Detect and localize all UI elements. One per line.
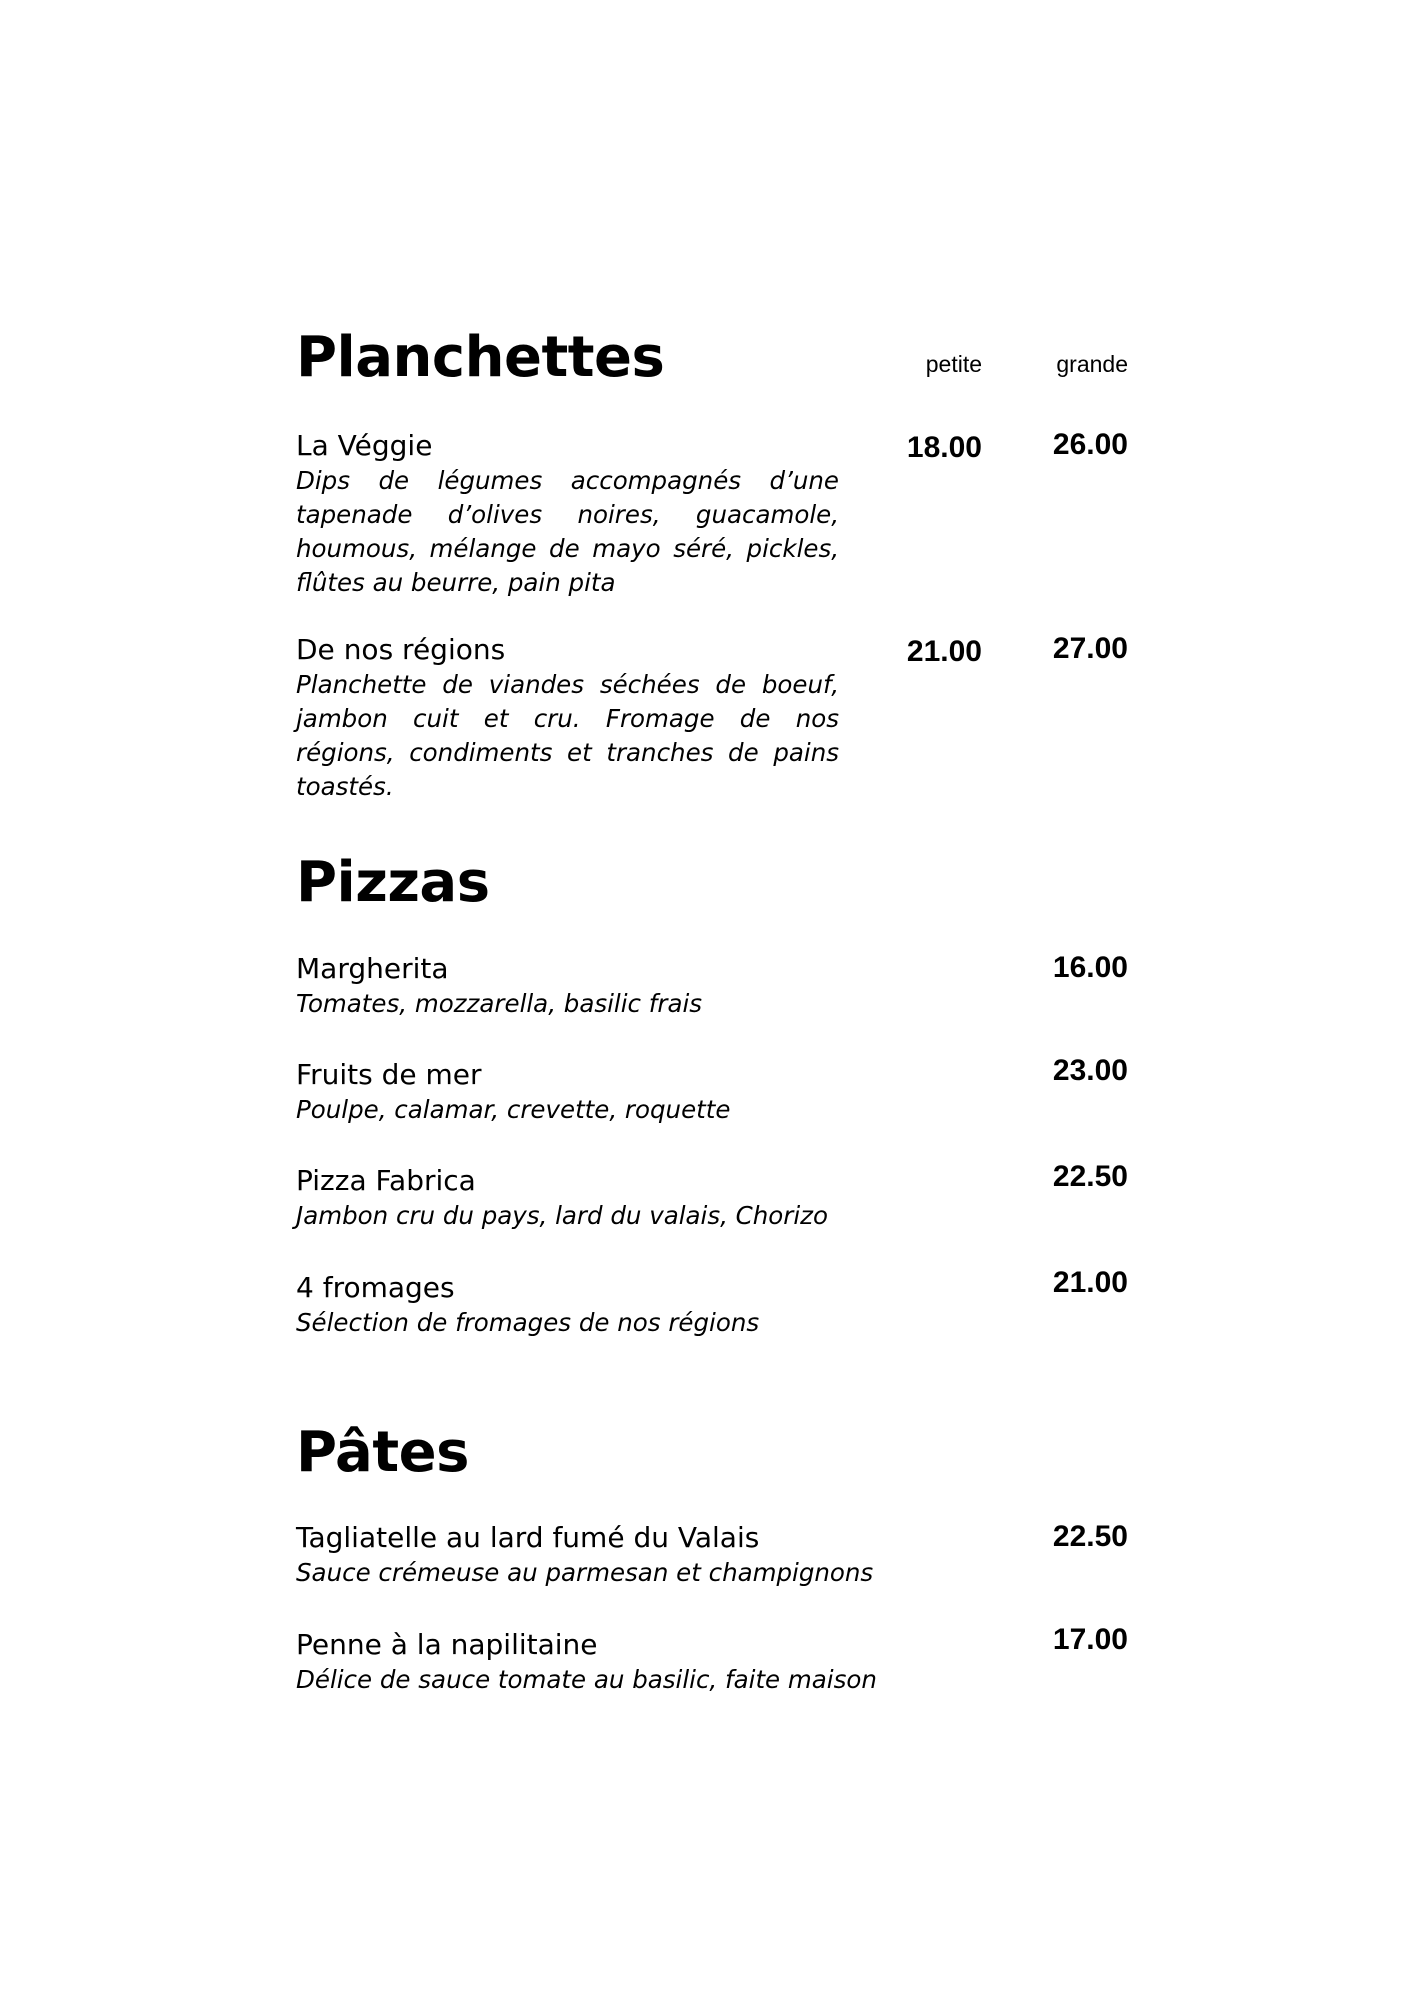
column-header-petite: petite <box>925 351 982 377</box>
section-title-pates: Pâtes <box>296 1420 469 1485</box>
item-name: Penne à la napilitaine <box>296 1628 598 1661</box>
price: 21.00 <box>1052 1266 1128 1299</box>
item-name: 4 fromages <box>296 1271 455 1304</box>
item-description: Poulpe, calamar, crevette, roquette <box>296 1095 731 1124</box>
item-description: Jambon cru du pays, lard du valais, Chorizo <box>296 1201 829 1230</box>
item-name: Tagliatelle au lard fumé du Valais <box>296 1521 760 1554</box>
item-description: Sauce crémeuse au parmesan et champignons <box>296 1558 874 1587</box>
item-name: La Véggie <box>296 429 433 462</box>
item-name: De nos régions <box>296 633 506 666</box>
section-title-pizzas: Pizzas <box>296 850 490 915</box>
price: 17.00 <box>1052 1623 1128 1656</box>
item-name: Pizza Fabrica <box>296 1164 476 1197</box>
section-title-planchettes: Planchettes <box>296 325 665 390</box>
item-name: Margherita <box>296 952 449 985</box>
price: 23.00 <box>1052 1054 1128 1087</box>
column-header-grande: grande <box>1056 351 1128 377</box>
item-description: Sélection de fromages de nos régions <box>296 1308 760 1337</box>
price: 22.50 <box>1052 1520 1128 1553</box>
price-grande: 26.00 <box>1052 428 1128 461</box>
item-description: Dips de légumes accompagnés d’une tapenade d’olives noires, guacamole, houmous, mélange de mayo séré, pickles, flûtes au beurre, pain pita <box>296 466 839 597</box>
price-petite: 21.00 <box>906 635 982 668</box>
item-description: Planchette de viandes séchées de boeuf, jambon cuit et cru. Fromage de nos régions, condiments et tranches de pains toastés. <box>296 670 839 801</box>
item-description: Tomates, mozzarella, basilic frais <box>296 989 703 1018</box>
item-name: Fruits de mer <box>296 1058 482 1091</box>
price-petite: 18.00 <box>906 431 982 464</box>
price-grande: 27.00 <box>1052 632 1128 665</box>
item-description: Délice de sauce tomate au basilic, faite maison <box>296 1665 877 1694</box>
price: 16.00 <box>1052 951 1128 984</box>
price: 22.50 <box>1052 1160 1128 1193</box>
